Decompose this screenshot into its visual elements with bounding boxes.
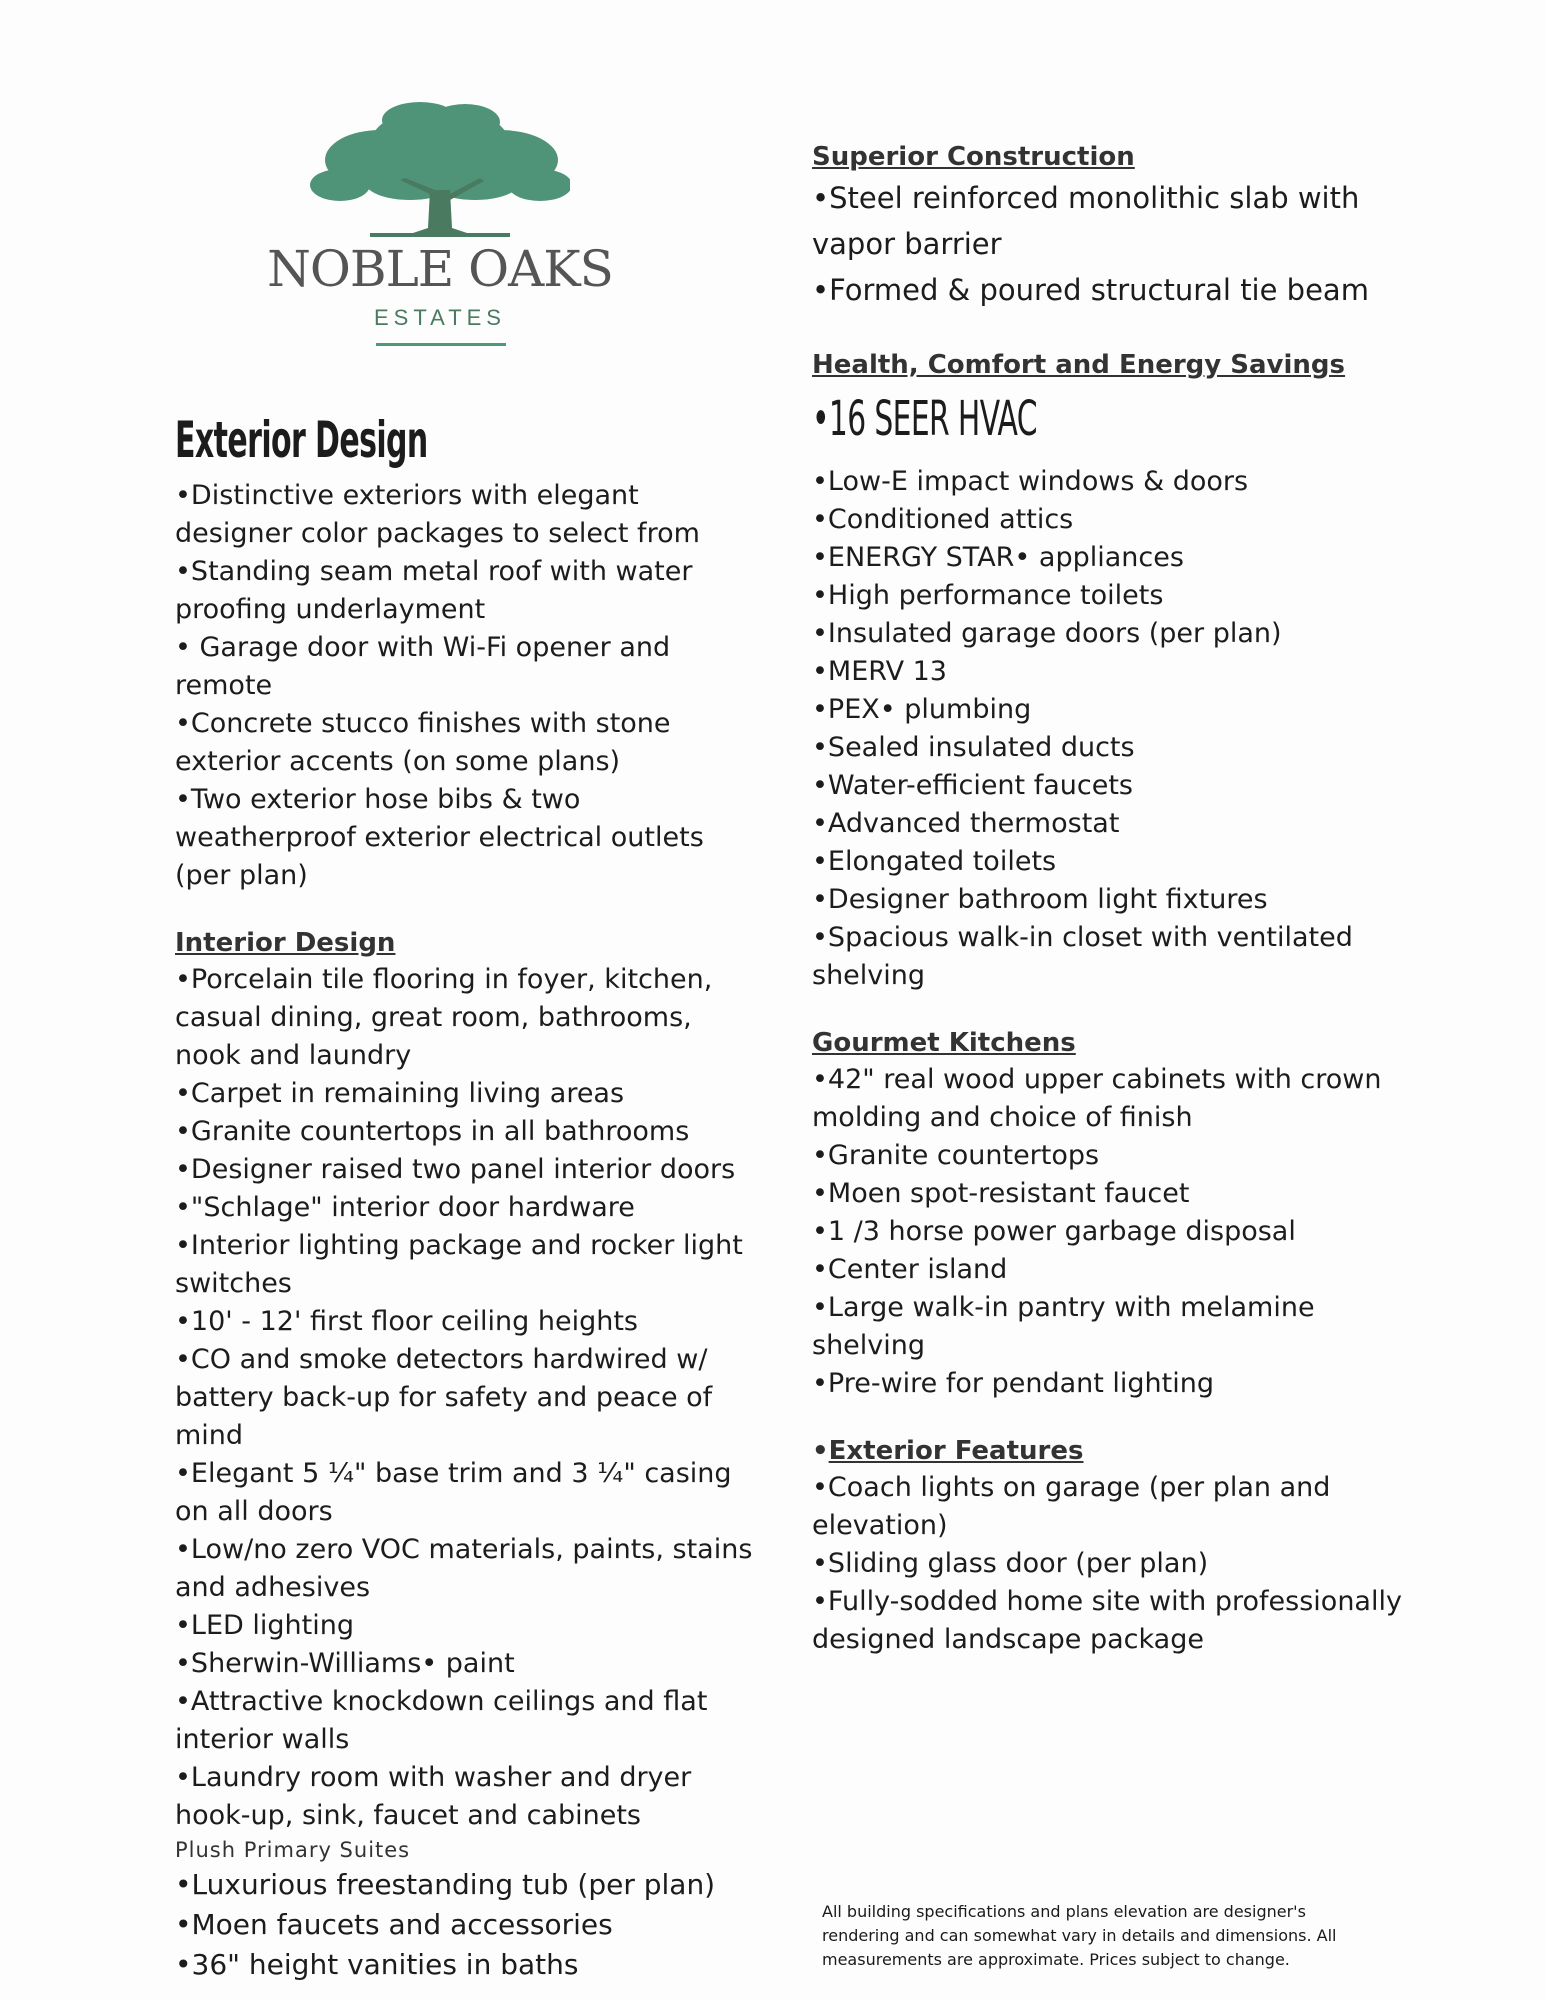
- disclaimer: All building specifications and plans elevation are designer's rendering and can somewhat vary in details and dimensions. All measurements are approximate. Prices subject to change.: [822, 1902, 1337, 1969]
- list-item: •Low/no zero VOC materials, paints, stains and adhesives: [175, 1534, 753, 1603]
- right-column: [812, 139, 1412, 1659]
- list-item: •Fully-sodded home site with professionally designed landscape package: [812, 1586, 1402, 1655]
- list-item: •36" height vanities in baths: [175, 1948, 579, 1981]
- hvac-highlight: •16 SEER HVAC: [812, 391, 1037, 447]
- list-item: •Granite countertops: [812, 1140, 1100, 1171]
- interior-design-section: [175, 925, 760, 1835]
- list-item: •Steel reinforced monolithic slab with vapor barrier: [812, 181, 1360, 261]
- list-item: •MERV 13: [812, 656, 947, 687]
- left-column: [175, 407, 760, 1985]
- list-item: •Sherwin-Williams• paint: [175, 1648, 515, 1679]
- list-item: •10' - 12' first floor ceiling heights: [175, 1306, 638, 1337]
- list-item: •Laundry room with washer and dryer hook-up, sink, faucet and cabinets: [175, 1762, 692, 1831]
- interior-design-list: [175, 961, 760, 1835]
- plush-primary-suites-list: [175, 1865, 760, 1985]
- exterior-features-section: [812, 1433, 1412, 1659]
- list-item: •LED lighting: [175, 1610, 354, 1641]
- exterior-features-list: [812, 1469, 1412, 1659]
- list-item: •Advanced thermostat: [812, 808, 1120, 839]
- health-comfort-heading: Health, Comfort and Energy Savings: [812, 350, 1346, 380]
- list-item: •"Schlage" interior door hardware: [175, 1192, 635, 1223]
- exterior-features-bullet: •: [812, 1436, 829, 1466]
- list-item: •Insulated garage doors (per plan): [812, 618, 1282, 649]
- list-item: •42" real wood upper cabinets with crown molding and choice of finish: [812, 1064, 1382, 1133]
- list-item: •CO and smoke detectors hardwired w/ battery back-up for safety and peace of mind: [175, 1344, 713, 1451]
- logo-name: NOBLE OAKS: [267, 240, 613, 298]
- list-item: •Sliding glass door (per plan): [812, 1548, 1209, 1579]
- list-item: •Distinctive exteriors with elegant designer color packages to select from: [175, 480, 700, 549]
- oak-tree-icon: [310, 100, 570, 240]
- list-item: •High performance toilets: [812, 580, 1164, 611]
- interior-design-heading: Interior Design: [175, 928, 396, 958]
- noble-oaks-logo: [260, 100, 620, 355]
- list-item: •Interior lighting package and rocker light switches: [175, 1230, 743, 1299]
- list-item: •Center island: [812, 1254, 1008, 1285]
- list-item: •Pre-wire for pendant lighting: [812, 1368, 1215, 1399]
- gourmet-kitchens-list: [812, 1061, 1412, 1403]
- list-item: •Luxurious freestanding tub (per plan): [175, 1868, 716, 1901]
- list-item: •Attractive knockdown ceilings and flat interior walls: [175, 1686, 708, 1755]
- list-item: •Spacious walk-in closet with ventilated shelving: [812, 922, 1353, 991]
- list-item: •Sealed insulated ducts: [812, 732, 1135, 763]
- exterior-features-heading: Exterior Features: [828, 1436, 1084, 1466]
- list-item: •Water-efficient faucets: [812, 770, 1133, 801]
- list-item: •Formed & poured structural tie beam: [812, 273, 1369, 307]
- plush-primary-suites-section: [175, 1835, 760, 1985]
- list-item: •Designer raised two panel interior doors: [175, 1154, 736, 1185]
- list-item: •Porcelain tile flooring in foyer, kitchen, casual dining, great room, bathrooms, nook and laundry: [175, 964, 713, 1071]
- logo-underline: [376, 343, 506, 346]
- list-item: •Standing seam metal roof with water proofing underlayment: [175, 556, 693, 625]
- list-item: •Coach lights on garage (per plan and elevation): [812, 1472, 1331, 1541]
- list-item: •Conditioned attics: [812, 504, 1074, 535]
- list-item: •Concrete stucco finishes with stone exterior accents (on some plans): [175, 708, 671, 777]
- exterior-design-section: [175, 407, 760, 895]
- exterior-features-heading-row: [812, 1433, 1412, 1469]
- exterior-design-heading: Exterior Design: [175, 411, 428, 469]
- list-item: •Large walk-in pantry with melamine shelving: [812, 1292, 1315, 1361]
- list-item: •Granite countertops in all bathrooms: [175, 1116, 690, 1147]
- superior-construction-list: [812, 175, 1412, 313]
- list-item: •Elegant 5 ¼" base trim and 3 ¼" casing on all doors: [175, 1458, 732, 1527]
- list-item: •Low-E impact windows & doors: [812, 466, 1249, 497]
- list-item: •Moen spot-resistant faucet: [812, 1178, 1190, 1209]
- list-item: •Two exterior hose bibs & two weatherproof exterior electrical outlets (per plan): [175, 784, 704, 891]
- superior-construction-section: [812, 139, 1412, 313]
- logo-subtitle: ESTATES: [374, 305, 506, 330]
- list-item: •Moen faucets and accessories: [175, 1908, 613, 1941]
- list-item: •1 /3 horse power garbage disposal: [812, 1216, 1296, 1247]
- plush-primary-suites-heading: Plush Primary Suites: [175, 1838, 411, 1862]
- superior-construction-heading: Superior Construction: [812, 142, 1135, 172]
- health-comfort-section: [812, 347, 1412, 995]
- list-item: •Elongated toilets: [812, 846, 1057, 877]
- gourmet-kitchens-heading: Gourmet Kitchens: [812, 1028, 1076, 1058]
- list-item: •ENERGY STAR• appliances: [812, 542, 1184, 573]
- gourmet-kitchens-section: [812, 1025, 1412, 1403]
- list-item: •Carpet in remaining living areas: [175, 1078, 625, 1109]
- list-item: •PEX• plumbing: [812, 694, 1032, 725]
- exterior-design-list: [175, 477, 760, 895]
- health-comfort-list: [812, 463, 1412, 995]
- list-item: •Designer bathroom light fixtures: [812, 884, 1268, 915]
- list-item: • Garage door with Wi-Fi opener and remote: [175, 632, 671, 701]
